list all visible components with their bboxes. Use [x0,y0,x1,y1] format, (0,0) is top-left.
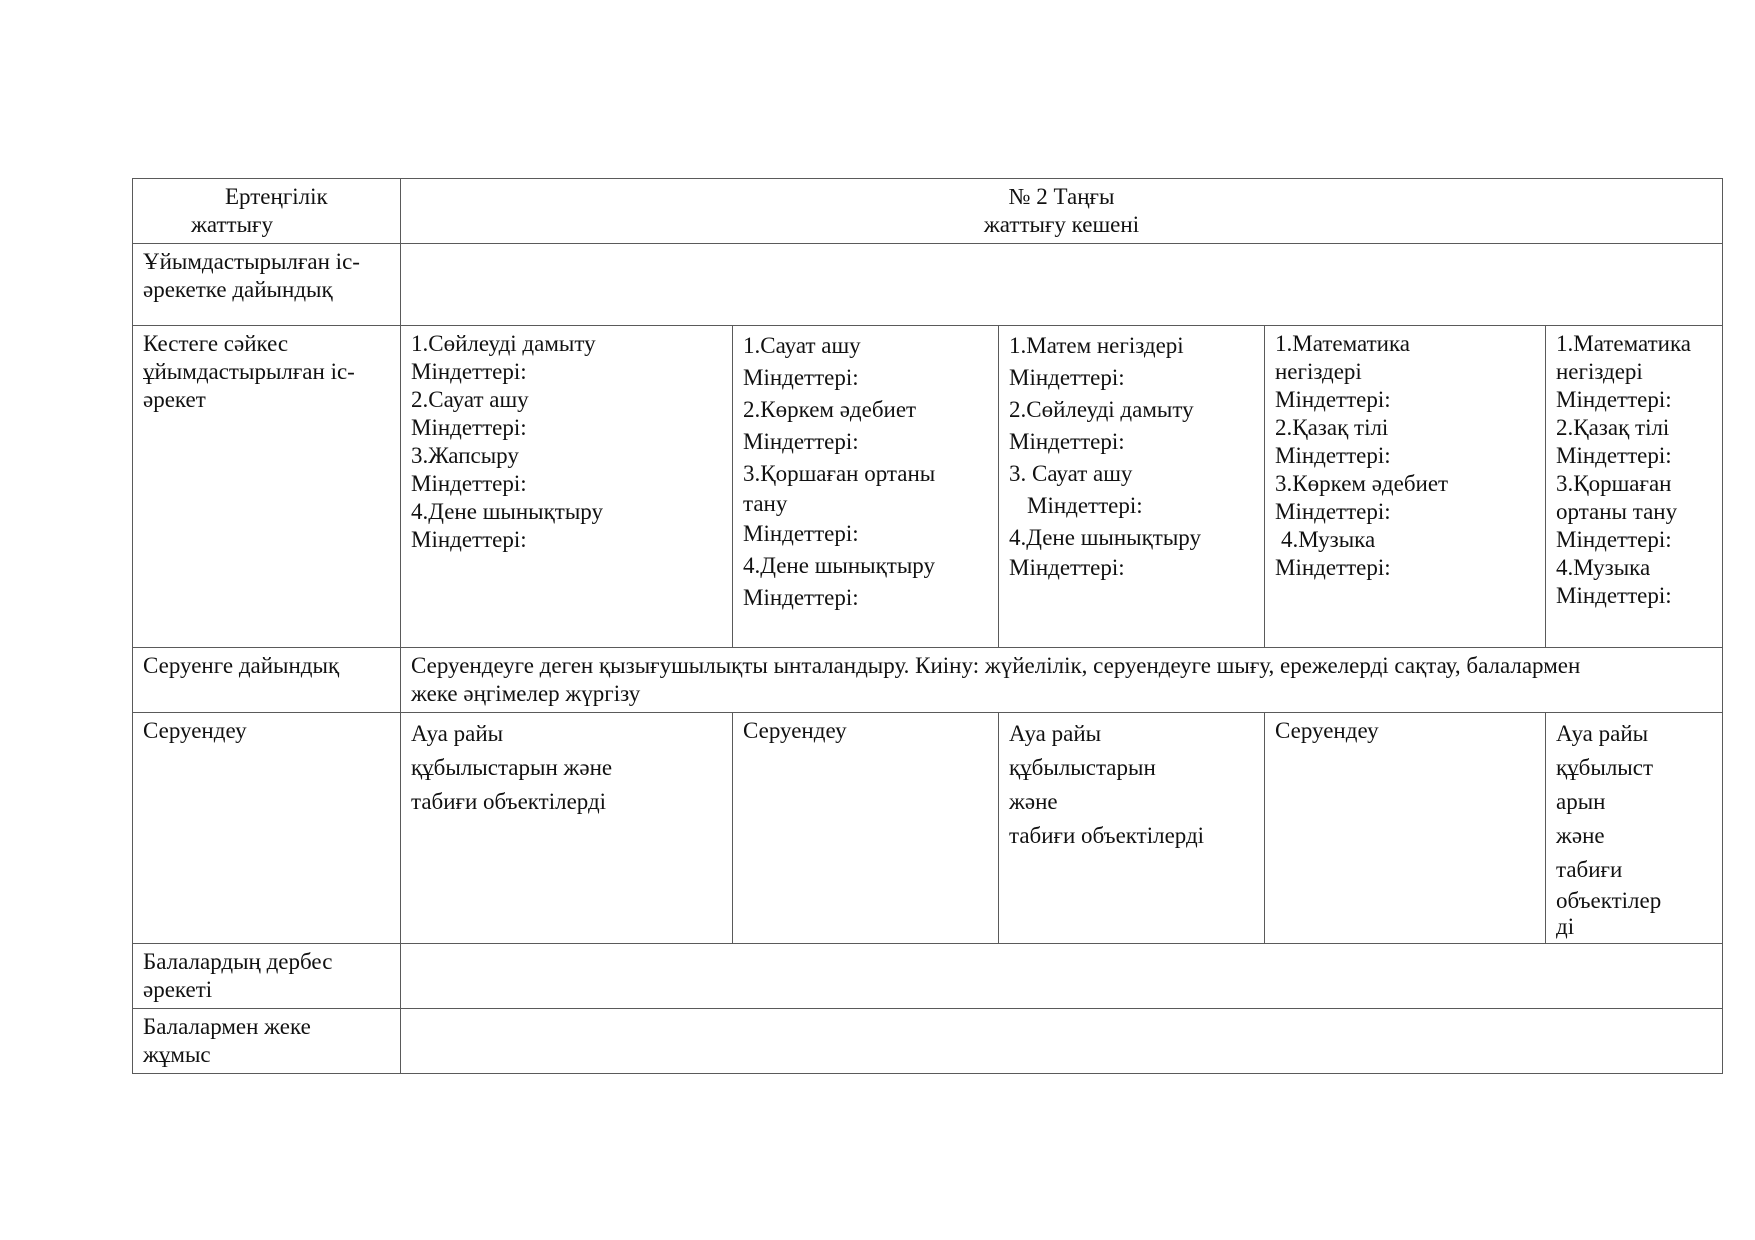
cell-individual-work-label: Балалармен жеке жұмыс [133,1009,401,1074]
cell-independent-activity-content [401,944,1723,1009]
cell-activity-prep-label: Ұйымдастырылған іс- әрекетке дайындық [133,244,401,326]
cell-walk-prep-content: Серуендеуге деген қызығушылықты ынталандыру. Киіну: жүйелілік, серуендеуге шығу, ережелерді сақтау, балалармен жеке әңгімелер жүргізу [401,648,1723,713]
cell-schedule-day-5: 1.Математика негіздері Міндеттері: 2.Қазақ тілі Міндеттері: 3.Қоршаған ортаны тану Міндеттері: 4.Музыка Міндеттері: [1546,326,1723,648]
cell-schedule-day-2: 1.Сауат ашу Міндеттері: 2.Көркем әдебиет Міндеттері: 3.Қоршаған ортаны тану Міндеттері: 4.Дене шынықтыру Міндеттері: [733,326,999,648]
cell-morning-exercise-label: Ертеңгілік жаттығу [133,179,401,244]
cell-walk-day-2: Серуендеу [733,713,999,944]
table-row-scheduled-activity [133,326,1723,648]
cell-walk-day-5: Ауа райы құбылыст арын және табиғи объектілер ді [1546,713,1723,944]
cell-walk-day-4: Серуендеу [1265,713,1546,944]
cell-schedule-day-1: 1.Сөйлеуді дамыту Міндеттері: 2.Сауат ашу Міндеттері: 3.Жапсыру Міндеттері: 4.Дене шынықтыру Міндеттері: [401,326,733,648]
cell-activity-prep-content [401,244,1723,326]
cell-individual-work-content [401,1009,1723,1074]
table-row-walk-prep [133,648,1723,713]
cell-walk-day-1: Ауа райы құбылыстарын және табиғи объектілерді [401,713,733,944]
cell-independent-activity-label: Балалардың дербес әрекеті [133,944,401,1009]
table-row-individual-work [133,1009,1723,1074]
daily-plan-table [132,178,1723,1074]
cell-scheduled-activity-label: Кестеге сәйкес ұйымдастырылған іс- әрекет [133,326,401,648]
cell-morning-exercise-complex: № 2 Таңғы жаттығу кешені [401,179,1723,244]
table-row-independent-activity [133,944,1723,1009]
cell-walk-day-3: Ауа райы құбылыстарын және табиғи объектілерді [999,713,1265,944]
table-row-walk [133,713,1723,944]
cell-schedule-day-4: 1.Математика негіздері Міндеттері: 2.Қазақ тілі Міндеттері: 3.Көркем әдебиет Міндеттері: 4.Музыка Міндеттері: [1265,326,1546,648]
table-row-activity-prep [133,244,1723,326]
cell-walk-prep-label: Серуенге дайындық [133,648,401,713]
table-row-morning-exercise [133,179,1723,244]
cell-schedule-day-3: 1.Матем негіздері Міндеттері: 2.Сөйлеуді дамыту Міндеттері: 3. Сауат ашу Міндеттері: 4.Дене шынықтыру Міндеттері: [999,326,1265,648]
cell-walk-label: Серуендеу [133,713,401,944]
